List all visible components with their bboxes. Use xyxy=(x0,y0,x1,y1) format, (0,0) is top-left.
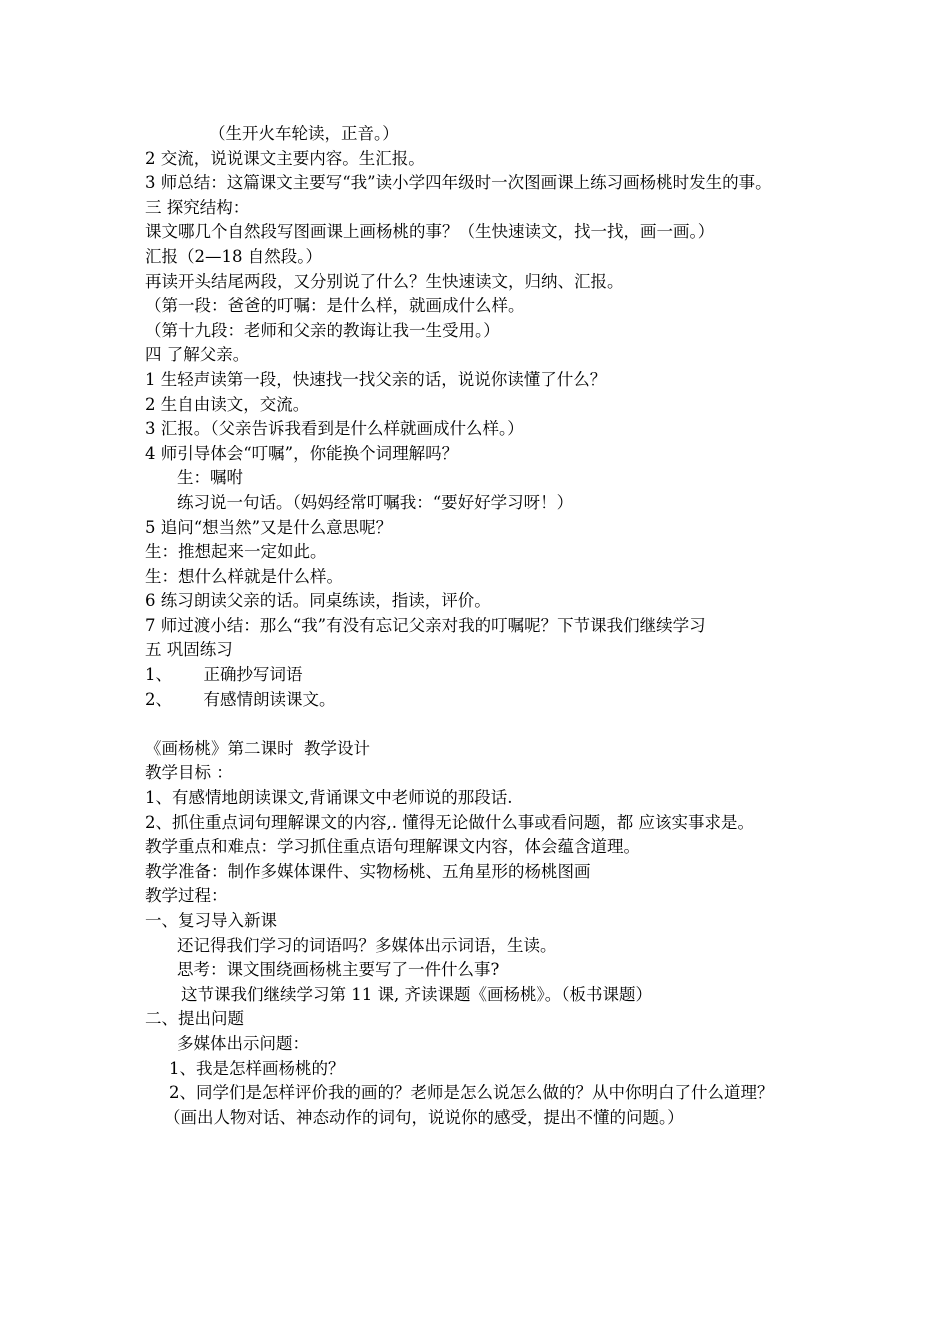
paragraph: 1 生轻声读第一段，快速找一找父亲的话，说说你读懂了什么？ xyxy=(145,369,607,389)
paragraph: （第十九段：老师和父亲的教诲让我一生受用。） xyxy=(145,320,500,340)
list-item: 2、同学们是怎样评价我的画的？老师是怎么说怎么做的？从中你明白了什么道理？ xyxy=(169,1083,774,1103)
paragraph: （画出人物对话、神态动作的词句，说说你的感受，提出不懂的问题。） xyxy=(164,1107,684,1127)
paragraph: 还记得我们学习的词语吗？多媒体出示词语，生读。 xyxy=(177,935,557,955)
paragraph: 教学重点和难点：学习抓住重点语句理解课文内容，体会蕴含道理。 xyxy=(145,837,640,857)
section-heading: 五 巩固练习 xyxy=(145,640,233,660)
paragraph: 课文哪几个自然段写图画课上画杨桃的事？（生快速读文，找一找，画一画。） xyxy=(145,222,715,242)
blank-line xyxy=(145,712,815,737)
paragraph: 多媒体出示问题： xyxy=(177,1033,309,1053)
paragraph: 2、抓住重点词句理解课文的内容,. 懂得无论做什么事或看问题，都 应该实事求是。 xyxy=(145,812,754,832)
paragraph: 2 生自由读文，交流。 xyxy=(145,394,310,414)
document-title: 《画杨桃》第二课时 教学设计 xyxy=(145,738,370,758)
paragraph: 5 追问“想当然”又是什么意思呢？ xyxy=(145,517,393,537)
paragraph: 生：推想起来一定如此。 xyxy=(145,542,327,562)
paragraph: 这节课我们继续学习第 11 课, 齐读课题《画杨桃》。（板书课题） xyxy=(181,984,652,1004)
paragraph: 练习说一句话。（妈妈经常叮嘱我：“要好好学习呀！） xyxy=(177,492,574,512)
section-heading: 四 了解父亲。 xyxy=(145,345,250,365)
paragraph: 3 师总结：这篇课文主要写“我”读小学四年级时一次图画课上练习画杨桃时发生的事。 xyxy=(145,173,772,193)
section-heading: 教学目标 ： xyxy=(145,763,233,783)
paragraph: 4 师引导体会“叮嘱”，你能换个词理解吗？ xyxy=(145,443,459,463)
paragraph: （生开火车轮读，正音。） xyxy=(209,124,399,143)
paragraph: 7 师过渡小结：那么“我”有没有忘记父亲对我的叮嘱呢？下节课我们继续学习 xyxy=(145,615,706,635)
paragraph: 1、有感情地朗读课文,背诵课文中老师说的那段话. xyxy=(145,788,513,808)
document-body xyxy=(145,122,815,1130)
section-heading: 二、提出问题 xyxy=(145,1009,244,1029)
paragraph: 思考：课文围绕画杨桃主要写了一件什么事? xyxy=(177,960,500,980)
paragraph: 教学准备：制作多媒体课件、实物杨桃、五角星形的杨桃图画 xyxy=(145,861,591,881)
section-heading: 一、复习导入新课 xyxy=(145,911,277,930)
list-item: 1、我是怎样画杨桃的？ xyxy=(169,1058,345,1078)
section-heading: 教学过程： xyxy=(145,886,228,906)
paragraph: （第一段：爸爸的叮嘱：是什么样，就画成什么样。 xyxy=(145,296,525,316)
paragraph: 3 汇报。（父亲告诉我看到是什么样就画成什么样。） xyxy=(145,419,524,439)
paragraph: 生：想什么样就是什么样。 xyxy=(145,566,343,586)
list-item: 2、 有感情朗读课文。 xyxy=(145,689,336,709)
paragraph: 汇报（2—18 自然段。） xyxy=(145,246,322,266)
section-heading: 三 探究结构： xyxy=(145,197,250,217)
paragraph: 再读开头结尾两段，又分别说了什么？生快速读文，归纳、汇报。 xyxy=(145,271,624,291)
paragraph: 生：嘱咐 xyxy=(177,468,243,488)
paragraph: 2 交流，说说课文主要内容。生汇报。 xyxy=(145,148,425,168)
paragraph: 6 练习朗读父亲的话。同桌练读，指读，评价。 xyxy=(145,591,491,611)
list-item: 1、 正确抄写词语 xyxy=(145,665,303,685)
